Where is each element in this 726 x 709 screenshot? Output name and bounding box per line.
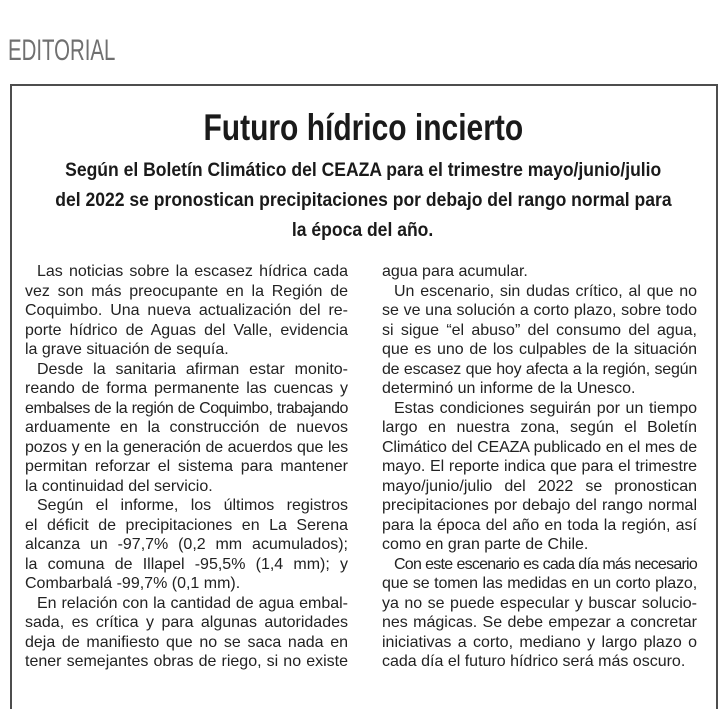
- body-line: que es uno de los culpables de la situación: [382, 341, 697, 358]
- body-line: pozos y en la generación de acuerdos que les: [25, 438, 348, 456]
- body-line: la continuidad del servicio.: [25, 477, 213, 495]
- body-line: como en gran parte de Chile.: [382, 536, 589, 553]
- body-line: Combarbalá -99,7% (0,1 mm).: [25, 575, 241, 592]
- paragraph: [382, 399, 697, 555]
- subtitle-line: [12, 185, 714, 215]
- body-line: Estas condiciones seguirán por un tiempo: [394, 399, 697, 417]
- paragraph: [25, 496, 348, 594]
- body-line: nes mágicas. Se debe empezar a concretar: [382, 614, 697, 631]
- body-line: porte hídrico de Aguas del Valle, evidencia: [25, 321, 348, 339]
- body-line: deja de manifiesto que no se saca nada en: [25, 633, 348, 651]
- subtitle-line: [12, 215, 714, 245]
- body-line: En relación con la cantidad de agua embal-: [37, 594, 348, 612]
- body-line: mayo/junio/julio del 2022 se pronostican: [382, 477, 697, 495]
- body-line: ya no se puede especular y buscar solucio-: [382, 594, 697, 612]
- body-line: iniciativas a corto, mediano y largo plazo o: [382, 633, 697, 651]
- article-title: Futuro hídrico incierto: [203, 107, 523, 148]
- article-title-block: [12, 108, 714, 148]
- body-line: agua para acumular.: [382, 263, 528, 280]
- body-line: precipitaciones por debajo del rango normal: [382, 497, 697, 514]
- body-line: arduamente en la construcción de nuevos: [25, 419, 348, 436]
- subtitle-line: [12, 155, 714, 185]
- body-line: mayo. El reporte indica que para el trimestre: [382, 458, 697, 475]
- subtitle-line-text: Según el Boletín Climático del CEAZA para el trimestre mayo/junio/julio: [64, 159, 662, 181]
- body-column-left: [25, 262, 348, 672]
- subtitle-line-text: del 2022 se pronostican precipitaciones por debajo del rango normal para: [54, 189, 672, 211]
- body-line: tener semejantes obras de riego, si no existe: [25, 653, 348, 670]
- section-label: EDITORIAL: [8, 34, 116, 67]
- body-line: Las noticias sobre la escasez hídrica cada: [37, 263, 348, 280]
- body-line: embalses de la región de Coquimbo, trabajando: [25, 399, 348, 417]
- body-line: de escasez que hoy afecta a la región, según: [382, 360, 697, 378]
- body-column-right: [382, 262, 697, 672]
- paragraph: [25, 594, 348, 672]
- body-line: la comuna de Illapel -95,5% (1,4 mm); y: [25, 555, 348, 573]
- subtitle-line-text: la época del año.: [292, 219, 434, 241]
- body-line: que se tomen las medidas en un corto plazo,: [382, 575, 697, 592]
- body-line: el déficit de precipitaciones en La Serena: [25, 516, 348, 534]
- body-line: largo en nuestra zona, según el Boletín: [382, 419, 697, 436]
- paragraph: [25, 360, 348, 497]
- paragraph: [382, 282, 697, 399]
- body-line: si sigue “el abuso” del consumo del agua,: [382, 321, 697, 339]
- body-line: alcanza un -97,7% (0,2 mm acumulados);: [25, 536, 348, 553]
- body-line: cada día el futuro hídrico será más oscuro.: [382, 653, 686, 670]
- body-line: Desde la sanitaria afirman estar monito-: [37, 360, 348, 378]
- body-line: determinó un informe de la Unesco.: [382, 380, 636, 397]
- body-line: Coquimbo. Una nueva actualización del re-: [25, 302, 348, 319]
- body-line: permitan reforzar el sistema para mantener: [25, 458, 348, 475]
- paragraph: [382, 262, 697, 282]
- article-subtitle: [12, 155, 714, 245]
- body-line: para la época del año en toda la región, así: [382, 516, 697, 534]
- body-line: reando de forma permanente las cuencas y: [25, 380, 348, 397]
- body-line: la grave situación de sequía.: [25, 341, 229, 358]
- body-line: Climático del CEAZA publicado en el mes de: [382, 438, 697, 456]
- body-line: sada, es crítica y para algunas autoridades: [25, 614, 348, 631]
- body-line: se ve una solución a corto plazo, sobre todo: [382, 302, 697, 319]
- body-line: vez son más preocupante en la Región de: [25, 282, 348, 300]
- paragraph: [25, 262, 348, 360]
- paragraph: [382, 555, 697, 672]
- body-line: Según el informe, los últimos registros: [37, 497, 348, 514]
- body-line: Con este escenario es cada día más necesario: [394, 555, 697, 573]
- body-line: Un escenario, sin dudas crítico, al que no: [394, 282, 697, 300]
